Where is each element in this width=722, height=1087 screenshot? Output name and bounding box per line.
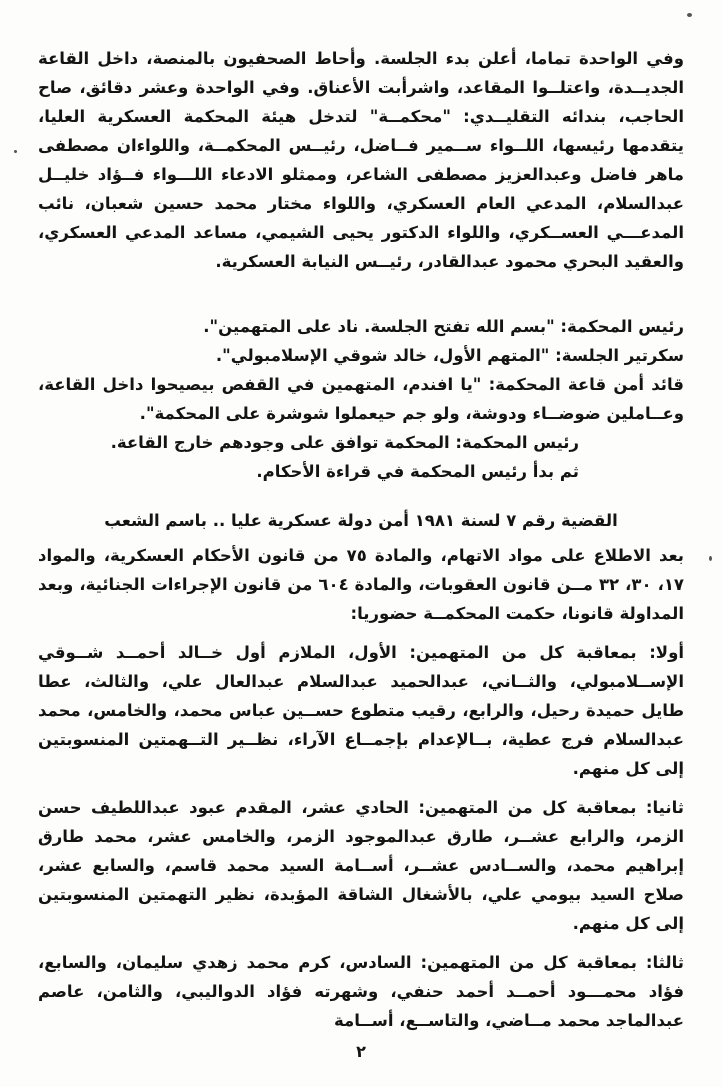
dialogue-court-president-opening: رئيس المحكمة: "بسم الله تفتح الجلسة. ناد على المتهمين".: [203, 317, 684, 336]
dialogue-session-secretary: سكرتير الجلسة: "المتهم الأول، خالد شوقي الإسلامبولي".: [215, 346, 684, 365]
paragraph-session-opening: وفي الواحدة تماما، أعلن بدء الجلسة. وأحاط الصحفيون بالمنصة، داخل القاعة الجديــدة، واعتلــوا المقاعد، واشرأبت الأعناق. وفي الواحدة وعشر دقائق، صاح الحاجب، بندائه التقليــدي: "محكمــة" لتدخل هيئة المحكمة العسكرية العليا، يتقدمها رئيسها، اللــواء ســمير فــاضل، رئيــس المحكمــة، واللواءان مصطفى ماهر فاضل وعبدالعزيز مصطفى الشاعر، وممثلو الادعاء اللـــواء فــؤاد خليــل عبدالسلام، المدعي العام العسكري، واللواء مختار محمد حسين شعبان، نائب المدعـــي العســكري، واللواء الدكتور يحيى الشيمي، مساعد المدعي العسكري، والعقيد البحري محمود عبدالقادر، رئيــس النيابة العسكرية.: [38, 49, 684, 271]
dialogue-court-president-approval: رئيس المحكمة: المحكمة توافق على وجودهم خارج القاعة.: [110, 433, 579, 452]
scan-artifact: [709, 556, 712, 561]
scan-artifact: [687, 13, 692, 17]
verdict-item-third: ثالثا: بمعاقبة كل من المتهمين: السادس، كرم محمد زهدي سليمان، والسابع، فؤاد محمـــود أحمــد أحمد حنفي، وشهرته فؤاد الدواليبي، والثامن، عاصم عبدالماجد محمد مــاضي، والتاســع، أســامة: [38, 953, 684, 1030]
dialogue-security-commander: قائد أمن قاعة المحكمة: "يا افندم، المتهمين في القفص بيصيحوا داخل القاعة، وعــاملين ضوضــاء ودوشة، ولو جم حيعملوا شوشرة على المحكمة".: [38, 375, 684, 423]
verdict-item-second: ثانيا: بمعاقبة كل من المتهمين: الحادي عشر، المقدم عبود عبداللطيف حسن الزمر، والرابع عشــر، طارق عبدالموجود الزمر، والخامس عشر، محمد طارق إبراهيم محمد، والســادس عشــر، أســامة السيد محمد قاسم، والسابع عشر، صلاح السيد بيومي علي، بالأشغال الشاقة المؤبدة، نظير التهمتين المنسوبتين إلى كل منهم.: [38, 798, 684, 933]
verdict-item-first: أولا: بمعاقبة كل من المتهمين: الأول، الملازم أول خــالد أحمــد شــوقي الإســلامبولي، والثــاني، عبدالحميد عبدالسلام عبدالعال علي، والثالث، عطا طايل حميدة رحيل، والرابع، رقيب متطوع حســين عباس محمد، والخامس، محمد عبدالسلام فرج عطية، بــالإعدام بإجمــاع الآراء، نظــير التــهمتين المنسوبتين إلى كل منهم.: [38, 643, 684, 778]
page-number: ٢: [356, 1042, 366, 1061]
case-title-heading: القضية رقم ٧ لسنة ١٩٨١ أمن دولة عسكرية عليا .. باسم الشعب: [104, 511, 618, 530]
verdict-preamble: بعد الاطلاع على مواد الاتهام، والمادة ٧٥ من قانون الأحكام العسكرية، والمواد ١٧، ٣٠، ٣٢ مــن قانون العقوبات، والمادة ٦٠٤ من قانون الإجراءات الجنائية، وبعد المداولة قانونا، حكمت المحكمــة حضوريا:: [38, 546, 684, 623]
narration-reading-verdicts: ثم بدأ رئيس المحكمة في قراءة الأحكام.: [256, 462, 579, 481]
scan-artifact: [14, 150, 17, 153]
